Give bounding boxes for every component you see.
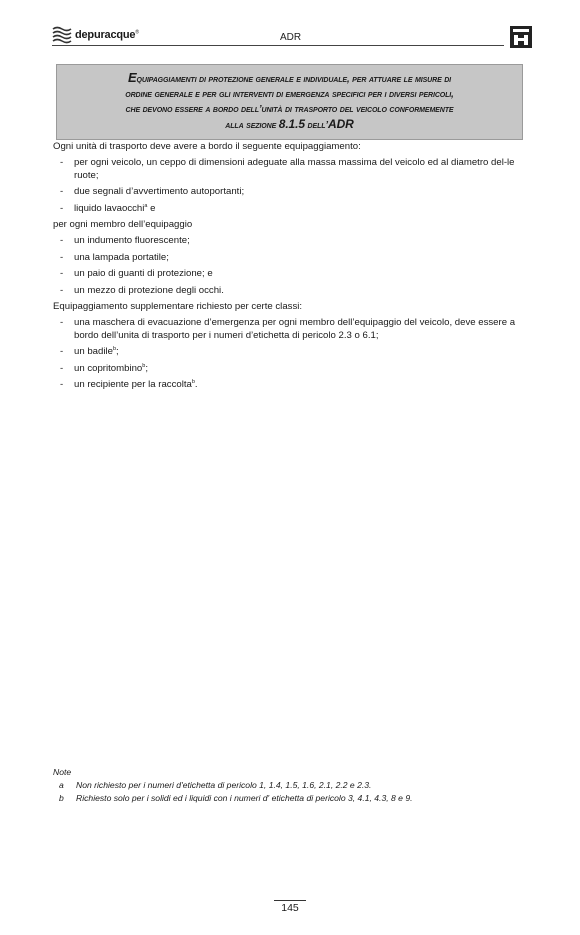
footnote-ref: b — [191, 379, 195, 386]
title-line-3: che devono essere a bordo dell’unità di trasporto del veicolo conformemente — [125, 104, 454, 115]
list-item: - due segnali d’avvertimento autoportanti; — [60, 186, 245, 198]
list-item: - per ogni veicolo, un ceppo di dimensioni adeguate alla massa massima del veicolo ed al diametro del-le ruote; — [60, 157, 515, 181]
header-rule — [52, 45, 504, 46]
footnote-ref: b — [142, 362, 146, 369]
footnotes — [53, 766, 531, 805]
extra-intro-paragraph: Equipaggiamento supplementare richiesto per certe classi: — [53, 301, 303, 313]
list-item: - una lampada portatile; — [60, 251, 169, 263]
title-line-1: Equipaggiamenti di protezione generale e individuale, per attuare le misure di — [127, 70, 452, 85]
list-item: - una maschera di evacuazione d’emergenza per ogni membro dell’equipaggio del veicolo, deve essere a bordo dell’unita di trasporto per i numeri d’etichetta di pericolo 2.3 o 6.1; — [60, 317, 516, 341]
intro-paragraph: Ogni unità di trasporto deve avere a bordo il seguente equipaggiamento: — [53, 141, 361, 152]
list-item: - un recipiente per la raccolta$^b$. — [60, 379, 198, 391]
list-item: - un badile$^b$; — [60, 346, 119, 358]
crew-equipment-list — [53, 235, 531, 297]
vehicle-equipment-list — [53, 157, 531, 215]
list-item: - un indumento fluorescente; — [60, 235, 190, 247]
footnote-b: b Richiesto solo per i solidi ed i liquidi con i numeri d' etichetta di pericolo 3, 4.1, 4.3, 8 e 9. — [59, 793, 413, 803]
notes-heading: Note — [53, 767, 72, 777]
title-line-2: ordine generale e per gli interventi di emergenza specifici per i diversi pericoli, — [125, 89, 454, 100]
footer-rule — [274, 900, 306, 901]
footnote-a: a Non richiesto per i numeri d'etichetta di pericolo 1, 1.4, 1.5, 1.6, 2.1, 2.2 e 2.3. — [59, 780, 372, 790]
footnote-ref: a — [144, 202, 148, 209]
list-item: - liquido lavaocchi$^a$ e — [60, 202, 156, 214]
page-header — [52, 22, 532, 48]
document-body — [53, 141, 531, 396]
extra-equipment-list — [53, 317, 531, 391]
title-line-4: alla sezione 8.1.5 dell’ADR — [225, 117, 354, 131]
list-item: - un copritombino$^b$; — [60, 362, 148, 374]
page-number: 145 — [281, 902, 299, 914]
list-item: - un mezzo di protezione degli occhi. — [60, 284, 224, 296]
list-item: - un paio di guanti di protezione; e — [60, 268, 213, 280]
footnote-ref: b — [112, 346, 117, 353]
brand-logo — [52, 24, 139, 46]
logo-text: depuracque® — [75, 29, 139, 41]
header-title: ADR — [280, 32, 302, 43]
crew-intro-paragraph: per ogni membro dell’equipaggio — [53, 219, 193, 231]
section-title-box — [56, 64, 523, 140]
brand-mark-icon — [510, 26, 532, 48]
waves-logo-icon — [52, 25, 72, 45]
